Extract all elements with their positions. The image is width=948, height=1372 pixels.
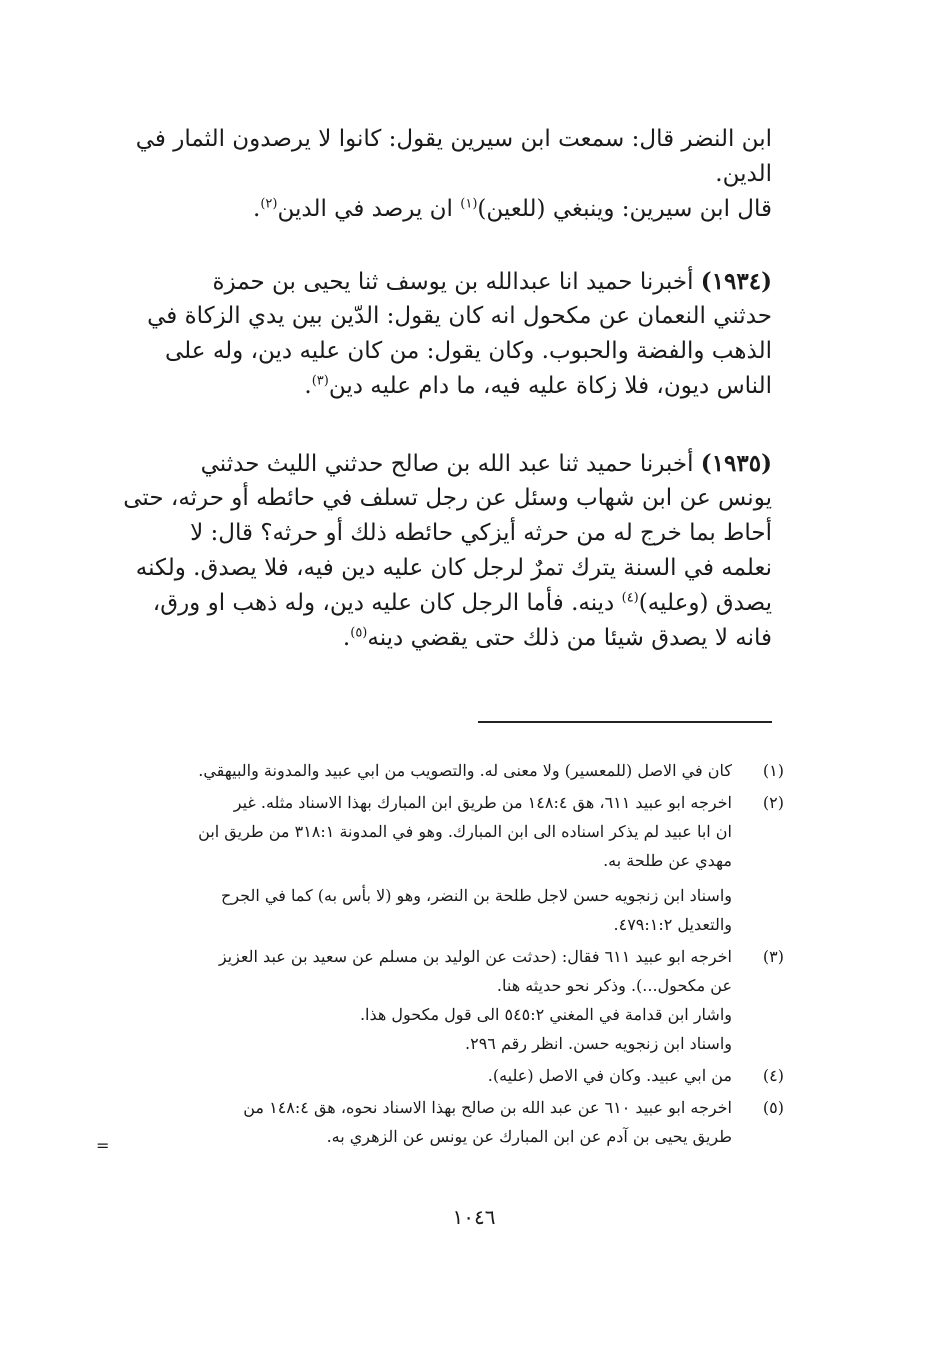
footnote-4: [104, 1061, 784, 1090]
text-segment: أخبرنا حميد انا عبدالله بن يوسف ثنا يحيى بن حمزة: [212, 269, 694, 295]
footnote-divider: [478, 721, 772, 723]
text-segment: ان يرصد في الدين: [277, 196, 453, 222]
footnote-line: واسناد ابن زنجويه حسن لاجل طلحة بن النضر، وهو (لا بأس به) كما في الجرح: [220, 886, 732, 905]
hadith-number: (١٩٣٤): [700, 268, 772, 295]
footnote-1: [104, 756, 784, 785]
text-line: نعلمه في السنة يترك تمرٌ لرجل كان عليه دين فيه، فلا يصدق. ولكنه: [135, 555, 772, 581]
footnote-3: [104, 942, 784, 1058]
footnote-body: [104, 756, 732, 785]
footnote-line: طريق يحيى بن آدم عن ابن المبارك عن يونس عن الزهري به.: [326, 1127, 732, 1146]
footnote-line: اخرجه ابو عبيد ٦١١، هق ١٤٨:٤ من طريق ابن المبارك بهذا الاسناد مثله. غير: [233, 793, 732, 812]
text-line: [100, 264, 772, 299]
text-line: [100, 621, 772, 656]
footnote-line: واسناد ابن زنجويه حسن. انظر رقم ٢٩٦.: [465, 1034, 732, 1053]
footnote-line: كان في الاصل (للمعسير) ولا معنى له. والتصويب من ابي عبيد والمدونة والبيهقي.: [198, 761, 732, 780]
text-line: الذهب والفضة والحبوب. وكان يقول: من كان عليه دين، وله على: [165, 338, 772, 364]
text-segment: قال ابن سيرين: وينبغي (للعين): [477, 196, 772, 222]
text-segment: .: [253, 196, 261, 222]
footnote-body: [104, 942, 732, 1058]
footnote-body: [104, 1061, 732, 1090]
text-line: [100, 369, 772, 404]
footnote-ref-5: (٥): [350, 625, 368, 641]
text-line: أحاط بما خرج له من حرثه أيزكي حائطه ذلك أو حرثه؟ قال: لا: [190, 520, 772, 546]
text-segment: .: [304, 373, 312, 399]
footnote-ref-4: (٤): [621, 590, 639, 606]
paragraph-1: [100, 122, 772, 227]
footnotes: [104, 756, 784, 1154]
text-line: [100, 446, 772, 481]
footnote-2: [104, 788, 784, 939]
text-segment: .: [342, 625, 351, 651]
footnote-line: والتعديل ٤٧٩:١:٢.: [613, 915, 732, 934]
footnote-5: [104, 1093, 784, 1151]
footnote-line: من ابي عبيد. وكان في الاصل (عليه).: [487, 1066, 732, 1085]
footnote-line: ان ابا عبيد لم يذكر اسناده الى ابن المبارك. وهو في المدونة ٣١٨:١ من طريق ابن: [198, 822, 732, 841]
paragraph-hadith-1935: [100, 446, 772, 656]
text-line: حدثني النعمان عن مكحول انه كان يقول: الدّين بين يدي الزكاة في: [147, 303, 772, 329]
footnote-number: (٢): [762, 793, 784, 812]
text-line: [100, 586, 772, 621]
page-number: ١٠٤٦: [452, 1205, 496, 1229]
continuation-mark: =: [96, 1136, 110, 1155]
footnote-line: مهدي عن طلحة به.: [603, 851, 732, 870]
footnote-ref-3: (٣): [311, 373, 329, 389]
text-segment: فانه لا يصدق شيئا من ذلك حتى يقضي دينه: [367, 625, 772, 651]
text-segment: الناس ديون، فلا زكاة عليه فيه، ما دام عليه دين: [328, 373, 772, 399]
footnote-number: (١): [762, 761, 784, 780]
footnote-ref-2: (٢): [260, 196, 278, 212]
footnote-number: (٣): [762, 947, 784, 966]
footnote-line: اخرجه ابو عبيد ٦١١ فقال: (حدثت عن الوليد بن مسلم عن سعيد بن عبد العزيز: [218, 947, 732, 966]
text-line: الدين.: [715, 161, 772, 187]
paragraph-hadith-1934: [100, 264, 772, 404]
text-segment: يصدق (وعليه): [638, 590, 772, 616]
text-line: يونس عن ابن شهاب وسئل عن رجل تسلف في حائطه أو حرثه، حتى: [123, 485, 772, 511]
text-segment: دينه. فأما الرجل كان عليه دين، وله ذهب او ورق،: [152, 590, 615, 616]
footnote-number: (٥): [762, 1098, 784, 1117]
footnote-number: (٤): [762, 1066, 784, 1085]
footnote-ref-1: (١): [460, 196, 478, 212]
text-segment: أخبرنا حميد ثنا عبد الله بن صالح حدثني الليث حدثني: [200, 451, 694, 477]
footnote-line: عن مكحول...). وذكر نحو حديثه هنا.: [496, 976, 732, 995]
footnote-line: اخرجه ابو عبيد ٦١٠ عن عبد الله بن صالح بهذا الاسناد نحوه، هق ١٤٨:٤ من: [243, 1098, 732, 1117]
text-line: ابن النضر قال: سمعت ابن سيرين يقول: كانوا لا يرصدون الثمار في: [135, 126, 772, 152]
footnote-body: [104, 788, 732, 939]
text-line: [100, 192, 772, 227]
footnote-body: [104, 1093, 732, 1151]
hadith-number: (١٩٣٥): [700, 450, 772, 477]
footnote-line: واشار ابن قدامة في المغني ٥٤٥:٢ الى قول مكحول هذا.: [359, 1005, 732, 1024]
